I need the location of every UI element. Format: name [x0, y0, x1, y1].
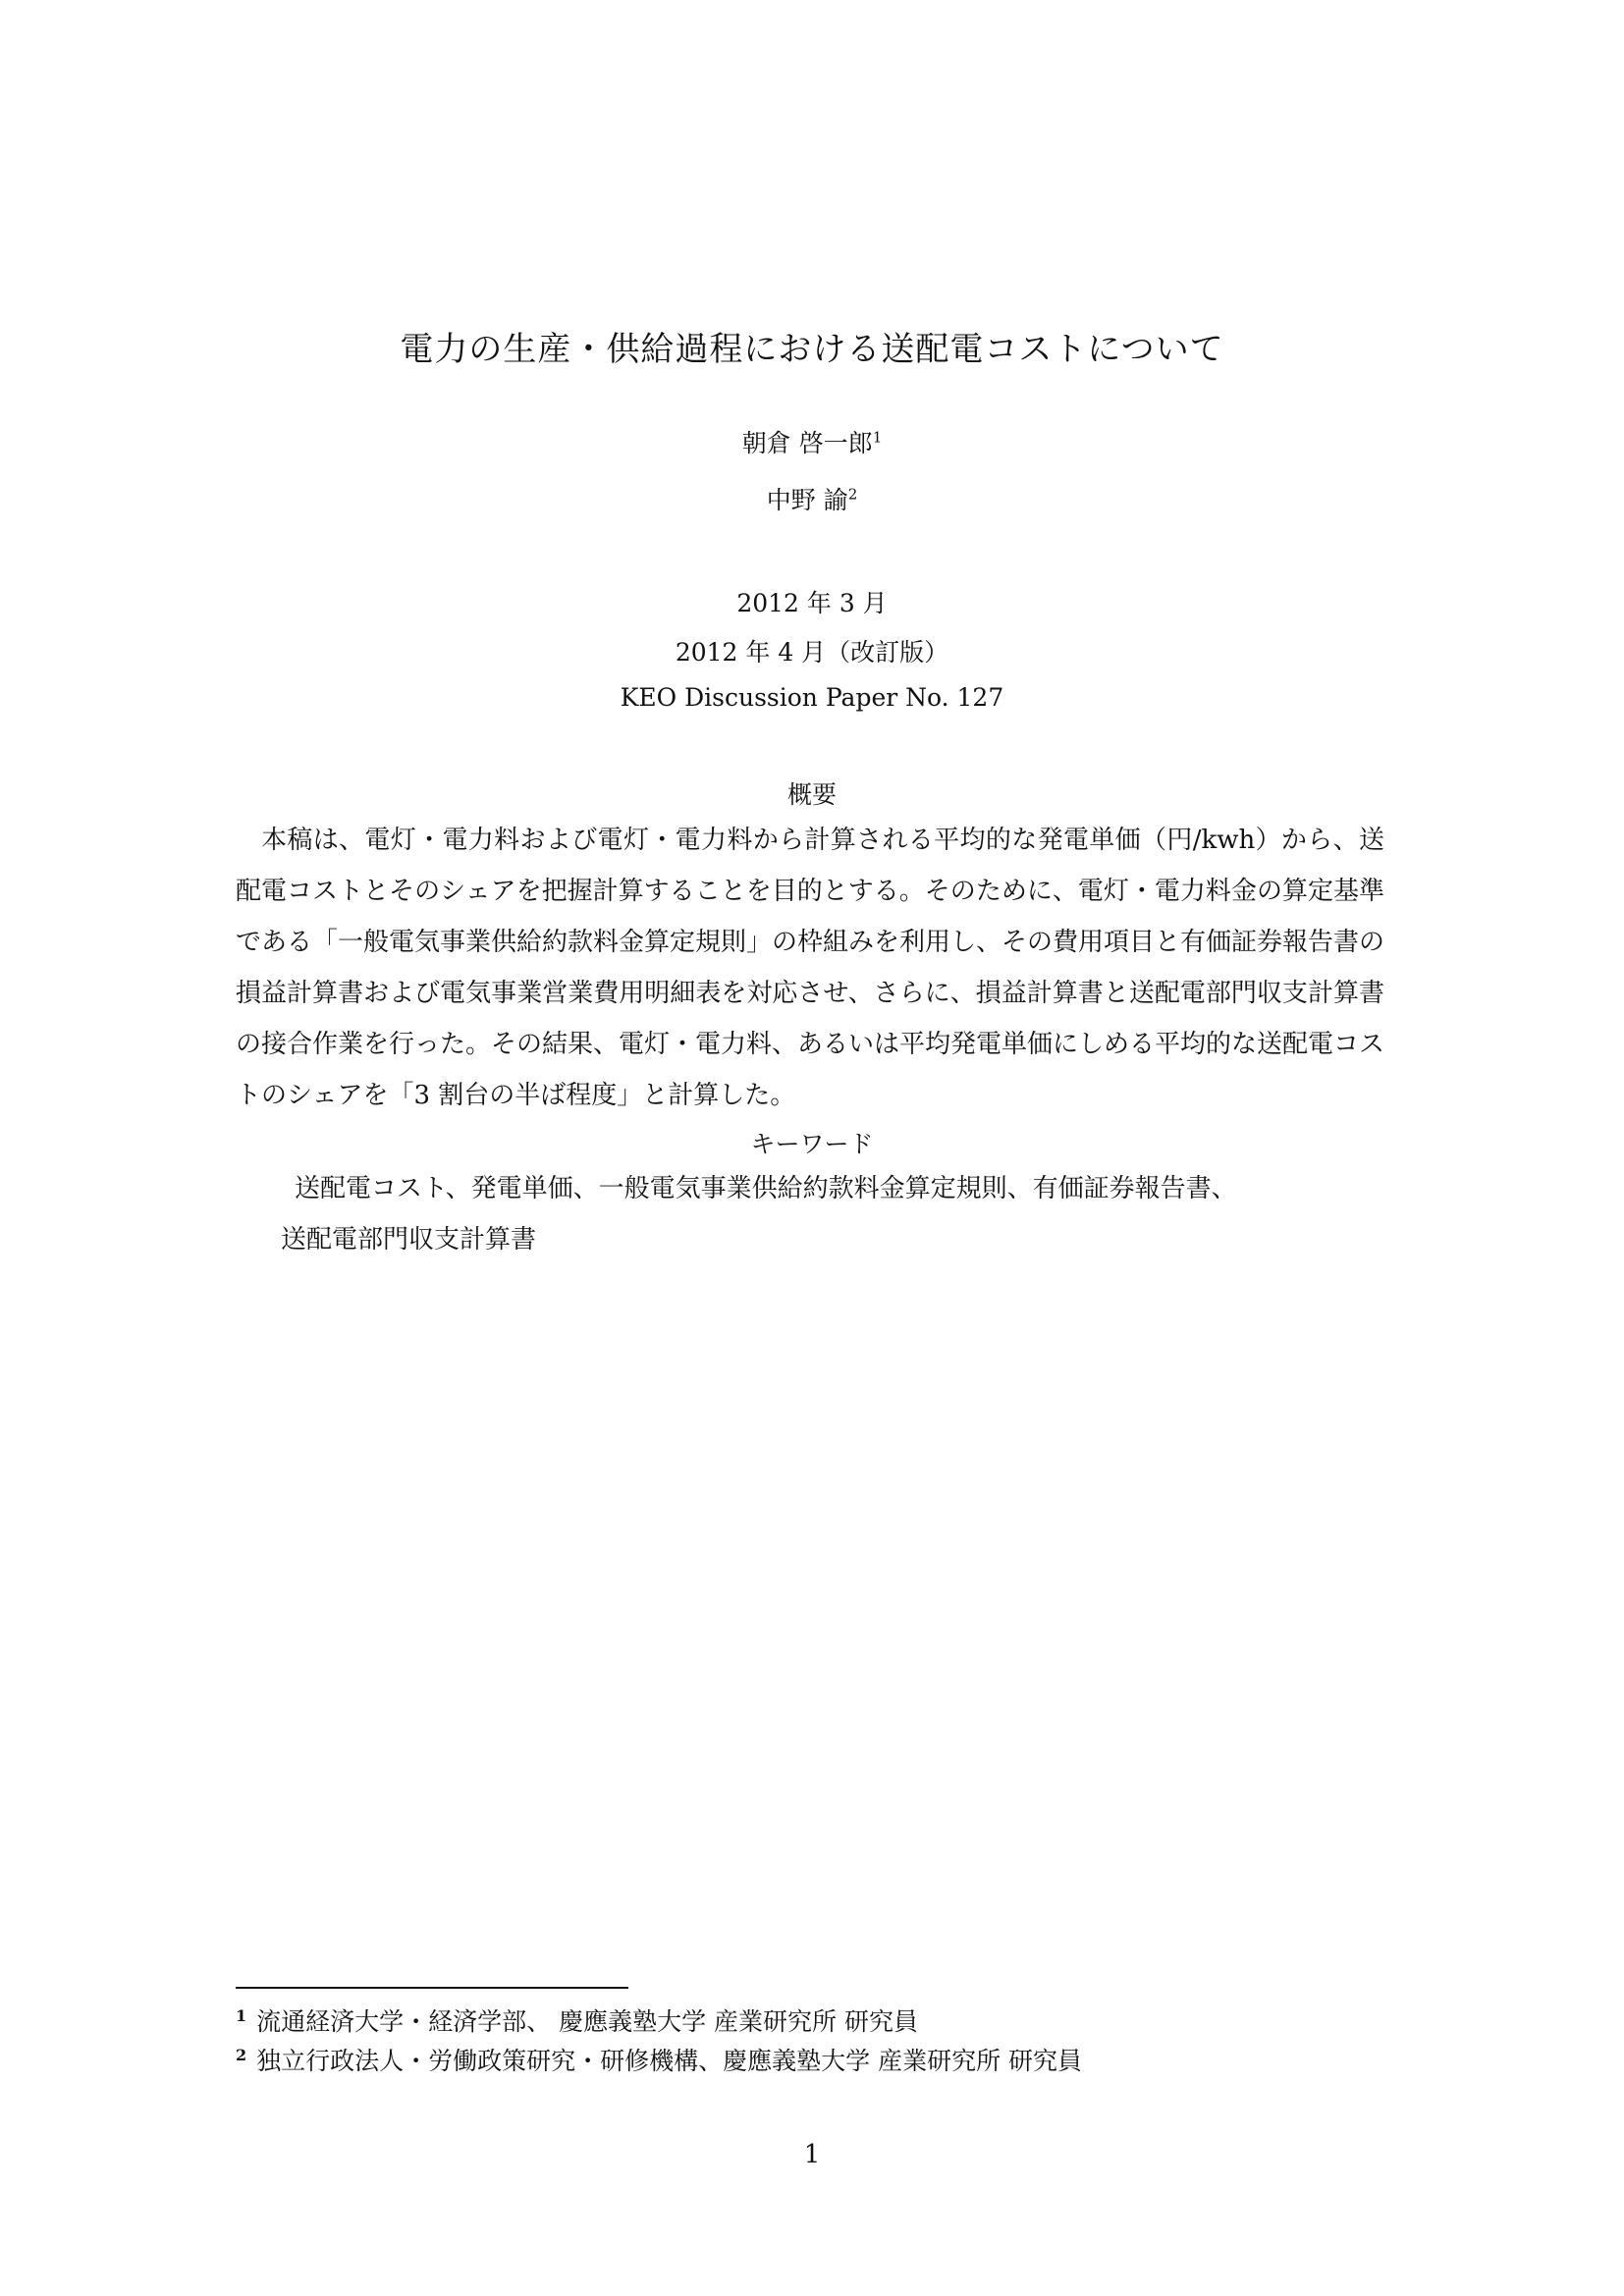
- keywords-heading: キーワード: [750, 1130, 874, 1158]
- author-2-footnote-mark: 2: [847, 485, 858, 504]
- author-1-footnote-mark: 1: [872, 428, 883, 447]
- abstract-body: 本稿は、電灯・電力料および電灯・電力料から計算される平均的な発電単価（円/kwh）から、送配電コストとそのシェアを把握計算することを目的とする。そのために、電灯・電力料金の算定基準である「一般電気事業供給約款料金算定規則」の枠組みを利用し、その費用項目と有価証券報告書の損益計算書および電気事業営業費用明細表を対応させ、さらに、損益計算書と送配電部門収支計算書の接合作業を行った。その結果、電灯・電力料、あるいは平均発電単価にしめる平均的な送配電コストのシェアを「3 割台の半ば程度」と計算した。: [236, 826, 1385, 1110]
- footnote-1-text: 流通経済大学・経済学部、 慶應義塾大学 産業研究所 研究員: [256, 2007, 918, 2036]
- date-original: 2012 年 3 月: [736, 589, 888, 617]
- footnote-2-mark: 2: [236, 2045, 247, 2064]
- abstract-heading: 概要: [786, 780, 837, 809]
- author-1-name: 朝倉 啓一郎: [741, 429, 873, 457]
- keywords-line-1: 送配電コスト、発電単価、一般電気事業供給約款料金算定規則、有価証券報告書、: [295, 1174, 1237, 1203]
- author-2: [0, 481, 1624, 516]
- series-number: KEO Discussion Paper No. 127: [620, 683, 1004, 712]
- footnote-1-mark: 1: [236, 2005, 247, 2025]
- footnote-1: [236, 2002, 918, 2038]
- author-2-name: 中野 諭: [766, 486, 848, 514]
- page-number: 1: [803, 2140, 821, 2169]
- paper-title: 電力の生産・供給過程における送配電コストについて: [400, 330, 1224, 369]
- footnote-2: [236, 2042, 1082, 2077]
- footnote-2-text: 独立行政法人・労働政策研究・研修機構、慶應義塾大学 産業研究所 研究員: [256, 2047, 1083, 2075]
- keywords-line-2: 送配電部門収支計算書: [281, 1225, 537, 1255]
- keywords-list: [281, 1163, 1375, 1265]
- author-1: [0, 424, 1624, 459]
- date-revised: 2012 年 4 月（改訂版）: [675, 638, 949, 667]
- footnote-divider: [236, 1987, 628, 1989]
